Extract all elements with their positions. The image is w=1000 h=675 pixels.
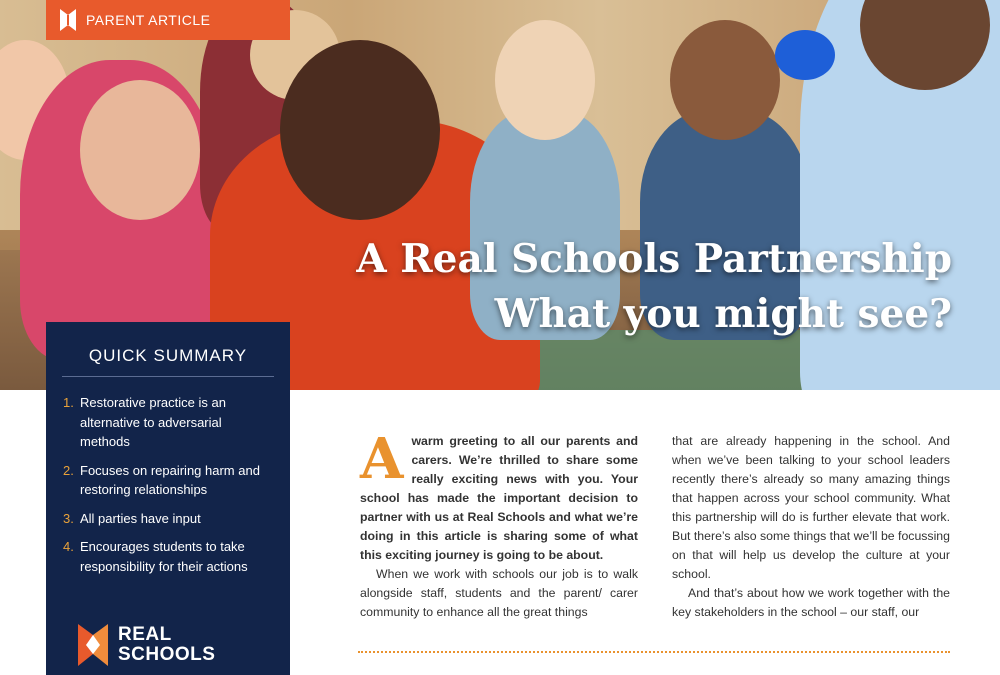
summary-item-text: All parties have input [80,510,201,526]
summary-item-text: Focuses on repairing harm and restoring relationships [80,462,260,497]
real-schools-mark-icon [60,9,76,31]
dotted-divider [358,651,950,653]
summary-item-text: Restorative practice is an alternative to adversarial methods [80,395,226,449]
child-figure [670,20,780,140]
parent-article-label: PARENT ARTICLE [86,12,211,28]
hero-title [356,232,952,342]
parent-article-tag [46,0,290,40]
article-lead [360,426,638,565]
summary-item [63,393,272,452]
quick-summary-panel [46,322,290,675]
real-schools-logo-icon [78,624,108,666]
hero-title-line1: A Real Schools Partnership [356,236,952,282]
summary-divider [62,376,274,377]
summary-item-number: 1. [63,395,74,410]
drop-cap: A [360,426,404,492]
article-body [360,426,950,622]
article-column-left [360,426,638,622]
toy-figure [775,30,835,80]
summary-item [63,461,272,500]
child-figure [280,40,440,220]
brand-line1: REAL [118,624,172,645]
summary-item-number: 2. [63,462,74,478]
article-paragraph: When we work with schools our job is to walk alongside staff, students and the parent/ carer community to enhance all the great things [360,567,638,619]
article-column-right [672,432,950,622]
article-lead-text: warm greeting to all our parents and carers. We’re thrilled to share some really exciting news with you. Your school has made the important decision to partner with us at Real Schools and what we’re doing in this article is sharing some of what this exciting journey is going to be about. [360,434,638,562]
summary-item-number: 4. [63,539,74,554]
summary-item-text: Encourages students to take responsibility for their actions [80,539,248,574]
summary-list [46,393,290,576]
quick-summary-heading: QUICK SUMMARY [88,346,248,365]
brand-line2: SCHOOLS [118,644,216,665]
summary-item-number: 3. [63,510,74,526]
summary-item [63,537,272,576]
article-paragraph: that are already happening in the school. And when we’ve been talking to your school leaders recently there’s already so many amazing things that happen across your school community. What this partnership will do is further elevate that work. But there’s also some things that we’ll be focussing on that will help us develop the culture at your school. [672,434,950,581]
article-paragraph: And that’s about how we work together with the key stakeholders in the school – our staff, our [672,586,950,619]
summary-item [63,509,272,529]
child-figure [495,20,595,140]
brand-wordmark [118,625,215,665]
real-schools-logo [78,624,215,666]
hero-title-line2: What you might see? [494,291,952,337]
child-figure [80,80,200,220]
